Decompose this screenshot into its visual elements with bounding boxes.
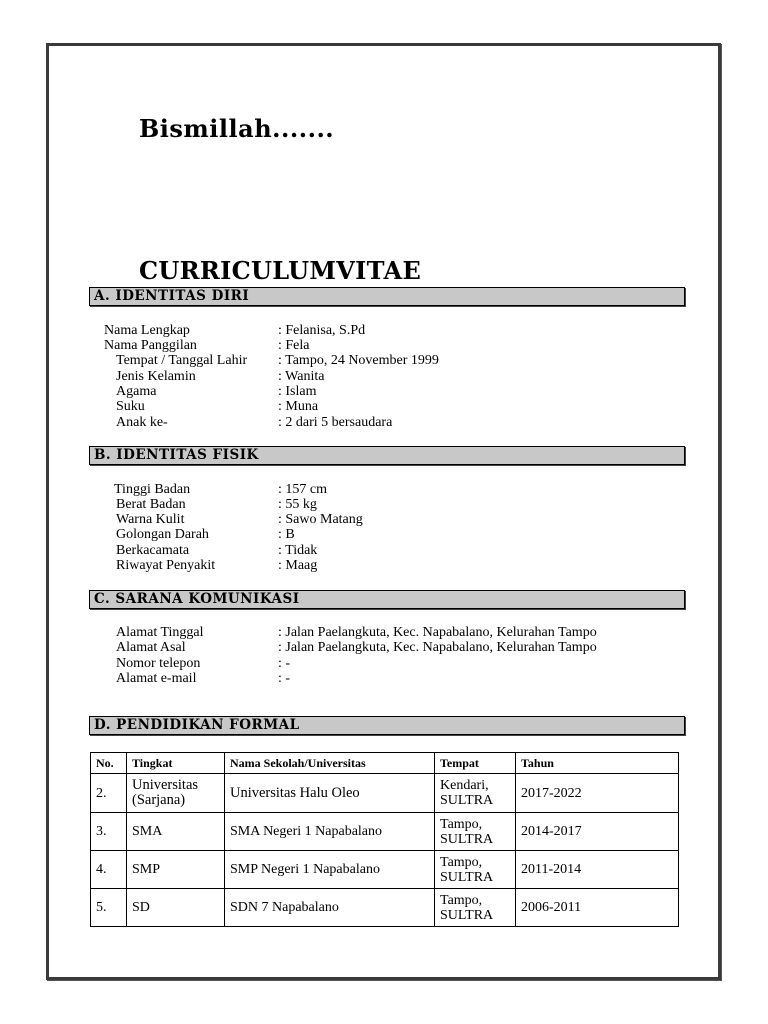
cell-tingkat: Universitas (Sarjana): [127, 774, 225, 813]
cell-tingkat: SMA: [127, 813, 225, 851]
cell-nama-sekolah: SDN 7 Napabalano: [225, 889, 435, 927]
field-value: : -: [278, 671, 291, 686]
cell-tahun: 2017-2022: [516, 774, 679, 813]
field-value: : Maag: [278, 558, 318, 573]
cell-nama-sekolah: SMA Negeri 1 Napabalano: [225, 813, 435, 851]
field-value: : Wanita: [278, 369, 325, 384]
field-label: Warna Kulit: [116, 512, 185, 527]
education-table: [90, 752, 679, 927]
cell-tahun: 2014-2017: [516, 813, 679, 851]
cell-tahun: 2011-2014: [516, 851, 679, 889]
table-row: [91, 889, 679, 927]
section-header-sarana-komunikasi: C. SARANA KOMUNIKASI: [89, 590, 685, 609]
cell-tempat: Tampo, SULTRA: [435, 813, 516, 851]
cell-tempat: Tampo, SULTRA: [435, 889, 516, 927]
field-label: Alamat e-mail: [116, 671, 197, 686]
field-value: : Jalan Paelangkuta, Kec. Napabalano, Kelurahan Tampo: [278, 640, 597, 655]
page-title: CURRICULUMVITAE: [139, 256, 422, 285]
cell-tingkat: SD: [127, 889, 225, 927]
table-row: [91, 851, 679, 889]
cell-tempat: Kendari, SULTRA: [435, 774, 516, 813]
cell-tingkat: SMP: [127, 851, 225, 889]
cell-no: 5.: [91, 889, 127, 927]
table-row: [91, 774, 679, 813]
cell-tempat: Tampo, SULTRA: [435, 851, 516, 889]
table-header-row: [91, 753, 679, 774]
field-label: Berkacamata: [116, 543, 190, 558]
column-header-nama-sekolah: Nama Sekolah/Universitas: [225, 753, 435, 774]
column-header-tahun: Tahun: [516, 753, 679, 774]
field-value: : 157 cm: [278, 482, 327, 497]
field-label: Nama Lengkap: [104, 323, 190, 338]
cell-no: 4.: [91, 851, 127, 889]
cell-no: 3.: [91, 813, 127, 851]
table-row: [91, 813, 679, 851]
section-header-pendidikan-formal: D. PENDIDIKAN FORMAL: [89, 716, 685, 735]
field-value: : -: [278, 656, 291, 671]
field-value: : Jalan Paelangkuta, Kec. Napabalano, Kelurahan Tampo: [278, 625, 597, 640]
field-label: Tempat / Tanggal Lahir: [116, 353, 248, 368]
cell-nama-sekolah: Universitas Halu Oleo: [225, 774, 435, 813]
field-label: Suku: [116, 399, 145, 414]
field-label: Alamat Tinggal: [116, 625, 204, 640]
cell-nama-sekolah: SMP Negeri 1 Napabalano: [225, 851, 435, 889]
field-value: : Islam: [278, 384, 317, 399]
field-value: : B: [278, 527, 295, 542]
field-label: Agama: [116, 384, 157, 399]
field-value: : Muna: [278, 399, 319, 414]
field-label: Nomor telepon: [116, 656, 201, 671]
field-value: : 55 kg: [278, 497, 317, 512]
cell-no: 2.: [91, 774, 127, 813]
field-label: Jenis Kelamin: [116, 369, 196, 384]
section-header-identitas-fisik: B. IDENTITAS FISIK: [89, 446, 685, 465]
field-value: : Tampo, 24 November 1999: [278, 353, 439, 368]
field-label: Berat Badan: [116, 497, 186, 512]
field-value: : Fela: [278, 338, 310, 353]
column-header-tingkat: Tingkat: [127, 753, 225, 774]
column-header-no: No.: [91, 753, 127, 774]
cell-tahun: 2006-2011: [516, 889, 679, 927]
greeting-heading: Bismillah.......: [139, 114, 335, 143]
field-value: : Felanisa, S.Pd: [278, 323, 366, 338]
field-value: : Tidak: [278, 543, 318, 558]
field-label: Anak ke-: [116, 415, 168, 430]
field-value: : 2 dari 5 bersaudara: [278, 415, 393, 430]
field-label: Alamat Asal: [116, 640, 186, 655]
section-header-identitas-diri: A. IDENTITAS DIRI: [89, 287, 685, 306]
field-label: Nama Panggilan: [104, 338, 197, 353]
field-value: : Sawo Matang: [278, 512, 363, 527]
field-label: Golongan Darah: [116, 527, 209, 542]
column-header-tempat: Tempat: [435, 753, 516, 774]
field-label: Tinggi Badan: [114, 482, 191, 497]
field-label: Riwayat Penyakit: [116, 558, 216, 573]
